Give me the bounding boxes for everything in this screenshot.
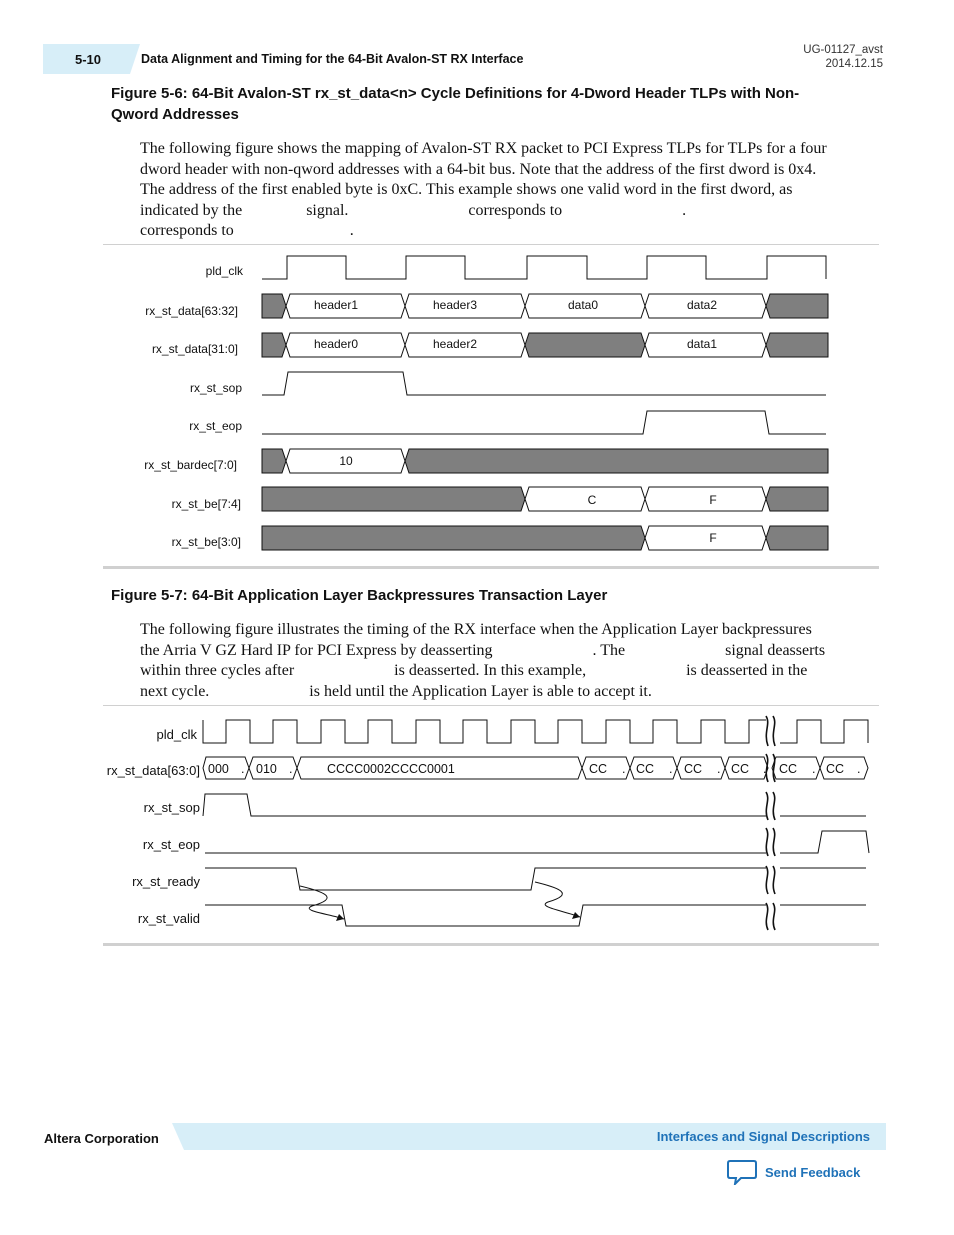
rx-st-ready-waveform bbox=[205, 868, 766, 890]
signal-label-rx-st-bardec: rx_st_bardec[7:0] bbox=[144, 458, 237, 472]
figure-5-6-description: The following figure shows the mapping of Avalon-ST RX packet to PCI Express TLPs for TLPs for a four dword header with non-qword addresses with a 64-bit bus. Note that the address of the first dword is 0x4. The address of the first enabled byte is 0xC. This example shows one valid word in the first dword, as indicated by the signal. corresponds to . corresponds to . bbox=[140, 140, 827, 239]
rx-st-eop-waveform bbox=[780, 831, 869, 853]
signal-label-rx-st-eop: rx_st_eop bbox=[189, 419, 242, 433]
data-value: 010 bbox=[256, 762, 277, 776]
rx-st-be-hi-bus bbox=[262, 487, 828, 511]
document-id-block bbox=[803, 43, 883, 71]
data-ellipsis: . bbox=[241, 762, 245, 776]
signal-label-rx-st-data-lo: rx_st_data[31:0] bbox=[151, 342, 238, 356]
pld-clk-waveform bbox=[780, 720, 868, 743]
send-feedback-label: Send Feedback bbox=[765, 1164, 861, 1180]
rx-st-bardec-bus bbox=[262, 449, 828, 473]
ready-to-valid-arrow bbox=[535, 882, 580, 917]
data-value: CC bbox=[684, 762, 703, 776]
data-hi-value: header3 bbox=[432, 298, 478, 312]
data-value: 000 bbox=[208, 762, 229, 776]
data-value: CC bbox=[589, 762, 608, 776]
page-number: 5-10 bbox=[75, 51, 102, 67]
be-lo-value: F bbox=[709, 531, 717, 545]
signal-label-rx-st-eop: rx_st_eop bbox=[142, 837, 200, 852]
send-feedback-link[interactable] bbox=[727, 1159, 860, 1185]
signal-label-rx-st-data: rx_st_data[63:0] bbox=[106, 763, 200, 778]
signal-label-pld-clk: pld_clk bbox=[205, 264, 243, 278]
data-hi-value: header1 bbox=[313, 298, 359, 312]
data-value: CC bbox=[779, 762, 798, 776]
signal-label-rx-st-be-hi: rx_st_be[7:4] bbox=[171, 497, 241, 511]
figure-bottom-rule bbox=[103, 566, 879, 569]
data-ellipsis: . bbox=[812, 762, 816, 776]
timing-diagram-figure-5-6 bbox=[0, 245, 954, 570]
be-hi-value: F bbox=[709, 493, 717, 507]
data-ellipsis: . bbox=[289, 762, 293, 776]
document-date: 2014.12.15 bbox=[825, 58, 883, 70]
figure-5-6-caption: Figure 5-6: 64-Bit Avalon-ST rx_st_data<n> Cycle Definitions for 4-Dword Header TLPs with Non- Qword Addresses bbox=[111, 85, 800, 123]
rx-st-be-lo-bus bbox=[262, 526, 828, 550]
running-header-title: Data Alignment and Timing for the 64-Bit Avalon-ST RX Interface bbox=[141, 52, 524, 66]
page-number-tab bbox=[43, 44, 130, 74]
rx-st-sop-waveform bbox=[203, 794, 766, 816]
feedback-bubble-icon bbox=[727, 1159, 757, 1185]
arrow-head bbox=[572, 912, 580, 919]
footer-section-link[interactable]: Interfaces and Signal Descriptions bbox=[656, 1129, 870, 1144]
figure-bottom-rule bbox=[103, 943, 879, 946]
data-ellipsis: . bbox=[717, 762, 721, 776]
rx-st-sop-waveform bbox=[262, 372, 826, 395]
rx-st-eop-waveform bbox=[262, 411, 826, 434]
data-hi-value: data2 bbox=[686, 298, 718, 312]
figure-5-7-description: The following figure illustrates the timing of the RX interface when the Application Layer backpressures the Arria V GZ Hard IP for PCI Express by deasserting . The signal deasserts within three cycles after is deasserted. In this example, is deasserted in the next cycle. is held until the Application Layer is able to accept it. bbox=[140, 621, 826, 700]
data-value: CC bbox=[826, 762, 845, 776]
rx-st-data-lo-bus bbox=[262, 333, 828, 357]
data-ellipsis: . bbox=[622, 762, 626, 776]
data-value: CCCC0002CCCC0001 bbox=[327, 762, 455, 776]
signal-label-rx-st-sop: rx_st_sop bbox=[143, 800, 200, 815]
signal-label-rx-st-ready: rx_st_ready bbox=[132, 874, 200, 889]
signal-label-rx-st-valid: rx_st_valid bbox=[137, 911, 200, 926]
be-hi-value: C bbox=[587, 493, 597, 507]
pld-clk-waveform bbox=[262, 256, 826, 279]
data-lo-value: data1 bbox=[686, 337, 718, 351]
document-id: UG-01127_avst bbox=[803, 44, 883, 56]
bardec-value: 10 bbox=[339, 454, 353, 468]
footer-company: Altera Corporation bbox=[44, 1131, 159, 1146]
data-ellipsis: . bbox=[669, 762, 673, 776]
data-value: CC bbox=[636, 762, 655, 776]
signal-label-rx-st-data-hi: rx_st_data[63:32] bbox=[145, 304, 238, 318]
figure-5-7-caption: Figure 5-7: 64-Bit Application Layer Backpressures Transaction Layer bbox=[111, 587, 608, 604]
signal-label-rx-st-be-lo: rx_st_be[3:0] bbox=[171, 535, 241, 549]
rx-st-data-hi-bus bbox=[262, 294, 828, 318]
signal-label-pld-clk: pld_clk bbox=[156, 727, 197, 742]
pld-clk-waveform bbox=[203, 720, 766, 743]
data-ellipsis: . bbox=[857, 762, 861, 776]
data-lo-value: header2 bbox=[432, 337, 478, 351]
signal-label-rx-st-sop: rx_st_sop bbox=[189, 381, 242, 395]
timeline-break-marks bbox=[766, 716, 775, 930]
rx-st-valid-waveform bbox=[205, 905, 766, 926]
timing-diagram-figure-5-7 bbox=[0, 706, 954, 946]
data-ellipsis: . bbox=[763, 762, 767, 776]
data-lo-value: header0 bbox=[313, 337, 359, 351]
data-hi-value: data0 bbox=[567, 298, 599, 312]
data-value: CC bbox=[731, 762, 750, 776]
ready-to-valid-arrow bbox=[300, 886, 344, 919]
